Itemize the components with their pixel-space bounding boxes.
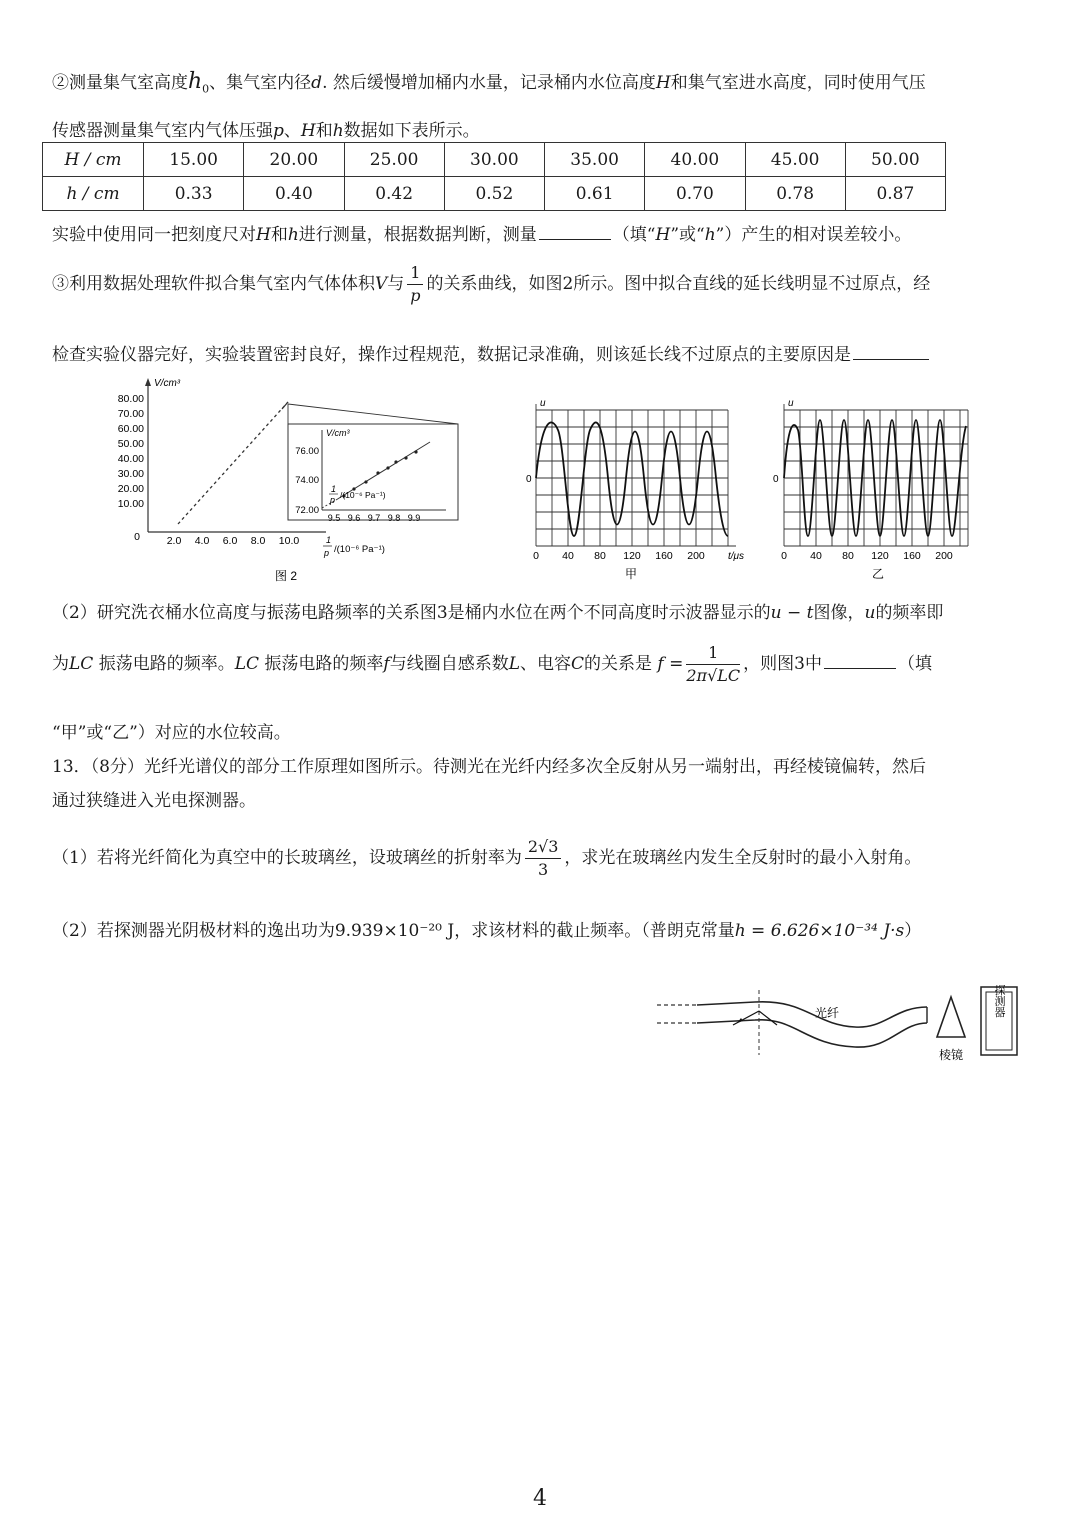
detector-label: 探测器	[993, 985, 1005, 1018]
frac-1-over-p: $\frac{1}{p}$	[407, 262, 423, 307]
table-cell: 30.00	[444, 143, 544, 177]
table-cell: 0.33	[144, 177, 244, 211]
inset-x-tick: 9.9	[407, 513, 421, 523]
svg-text:1: 1	[331, 484, 337, 494]
prism-icon	[937, 997, 965, 1037]
x-tick: 10.0	[278, 535, 300, 547]
fiber-spectrometer-figure	[655, 985, 1035, 1075]
q13-sub2: （2）若探测器光阴极材料的逸出功为9.939×10⁻²⁰ J，求该材料的截止频率。（普朗克常量h = 6.626×10⁻³⁴ J·s）	[52, 921, 922, 941]
x-axis-label: /(10⁻⁶ Pa⁻¹)	[334, 544, 385, 555]
fit-line-extension	[178, 402, 288, 524]
fit-line	[282, 402, 288, 409]
table-cell: 15.00	[144, 143, 244, 177]
prism-label: 棱镜	[938, 1048, 964, 1062]
answer-blank[interactable]	[824, 667, 896, 669]
table-cell: 0.70	[645, 177, 745, 211]
u-axis-label: u	[788, 398, 794, 409]
y-tick: 60.00	[117, 423, 144, 435]
y-tick: 50.00	[117, 438, 144, 450]
figure-caption: 图 2	[274, 569, 298, 583]
inset-y-tick: 74.00	[295, 475, 319, 486]
refractive-index-fraction: $\frac{2√3}{3}$	[525, 836, 562, 881]
x-tick: 6.0	[222, 535, 238, 547]
q12-sub2-line3: “甲”或“乙”）对应的水位较高。	[52, 723, 291, 743]
table-cell: 0.61	[545, 177, 645, 211]
figure-2	[96, 372, 468, 590]
inset-x-tick: 9.6	[347, 513, 361, 523]
step3-line1: ③利用数据处理软件拟合集气室内气体体积V与 $\frac{1}{p}$ 的关系曲线，如图2所示。图中拟合直线的延长线明显不过原点，经	[52, 263, 931, 305]
x-frac-den: p	[324, 548, 330, 558]
inset-y-tick: 76.00	[295, 446, 319, 457]
table-cell: 40.00	[645, 143, 745, 177]
table-cell: 35.00	[545, 143, 645, 177]
inset-y-tick: 72.00	[295, 505, 319, 516]
table-cell: 45.00	[745, 143, 845, 177]
x-tick: 4.0	[194, 535, 210, 547]
grid	[536, 404, 736, 546]
step2-line2: 传感器测量集气室内气体压强p、H和h数据如下表所示。	[52, 121, 480, 141]
zero-label: 0	[773, 474, 779, 485]
q13-line2: 通过狭缝进入光电探测器。	[52, 791, 256, 811]
x-tick: 80	[594, 550, 606, 562]
fiber-upper-edge	[697, 1002, 927, 1027]
x-tick: 200	[935, 550, 953, 562]
inset-x-tick: 9.5	[327, 513, 341, 523]
y-tick: 40.00	[117, 453, 144, 465]
origin-label: 0	[134, 531, 140, 543]
q13-line1: 13．（8分）光纤光谱仪的部分工作原理如图所示。待测光在光纤内经多次全反射从另一端射出，再经棱镜偏转，然后	[52, 757, 926, 777]
table-cell: 50.00	[845, 143, 945, 177]
x-tick: 120	[871, 550, 889, 562]
row-label-H: H / cm	[43, 143, 144, 177]
x-tick: 0	[533, 550, 539, 562]
x-tick: 120	[623, 550, 641, 562]
table-cell: 0.42	[344, 177, 444, 211]
table-cell: 0.40	[244, 177, 344, 211]
x-tick: 2.0	[166, 535, 182, 547]
x-tick: 80	[842, 550, 854, 562]
x-frac-num: 1	[326, 535, 332, 545]
inset-y-label: V/cm³	[326, 428, 350, 438]
x-tick: 40	[562, 550, 574, 562]
x-tick: 160	[903, 550, 921, 562]
table-cell: 20.00	[244, 143, 344, 177]
q13-sub1: （1）若将光纤简化为真空中的长玻璃丝，设玻璃丝的折射率为 $\frac{2√3}{3}$ ，求光在玻璃丝内发生全反射时的最小入射角。	[52, 837, 922, 879]
caption-yi: 乙	[871, 567, 885, 581]
y-tick: 20.00	[117, 483, 144, 495]
u-axis-label: u	[540, 398, 546, 409]
table-cell: 0.52	[444, 177, 544, 211]
svg-text:p: p	[330, 495, 336, 505]
inset-x-tick: 9.7	[367, 513, 381, 523]
oscilloscope-yi	[768, 396, 984, 588]
table-cell: 0.78	[745, 177, 845, 211]
lc-frequency-formula: $\frac{1}{2\pi√LC}$	[686, 643, 741, 685]
step3-line2: 检查实验仪器完好，实验装置密封良好，操作过程规范，数据记录准确，则该延长线不过原点的主要原因是	[52, 340, 931, 365]
page-number: 4	[533, 1486, 547, 1511]
h-data-table	[42, 142, 946, 211]
x-tick: 0	[781, 550, 787, 562]
table-row-H	[43, 143, 946, 177]
fiber-lower-edge	[697, 1020, 927, 1047]
step2-line1: ②测量集气室高度$h_0$、集气室内径d. 然后缓慢增加桶内水量，记录桶内水位高度H和集气室进水高度，同时使用气压	[52, 69, 926, 96]
y-tick: 70.00	[117, 408, 144, 420]
oscilloscope-jia	[518, 396, 758, 588]
row-label-h: h / cm	[43, 177, 144, 211]
fiber-label: 光纤	[815, 1006, 840, 1020]
table-row-h	[43, 177, 946, 211]
grid	[784, 404, 968, 546]
x-tick: 8.0	[250, 535, 266, 547]
x-tick: 40	[810, 550, 822, 562]
y-tick: 80.00	[117, 393, 144, 405]
y-axis-label: V/cm³	[154, 378, 181, 389]
zero-label: 0	[526, 474, 532, 485]
answer-blank[interactable]	[539, 238, 611, 240]
after-table-line: 实验中使用同一把刻度尺对H和h进行测量，根据数据判断，测量 （填“H”或“h”）产生的相对误差较小。	[52, 225, 912, 245]
x-tick: 160	[655, 550, 673, 562]
inset-x-axis-label: /(10⁻⁶ Pa⁻¹)	[340, 490, 386, 500]
x-tick: 200	[687, 550, 705, 562]
table-cell: 25.00	[344, 143, 444, 177]
inset-x-tick: 9.8	[387, 513, 401, 523]
y-tick: 10.00	[117, 498, 144, 510]
q12-sub2-line2: 为LC 振荡电路的频率。LC 振荡电路的频率f与线圈自感系数L、电容C的关系是 f = $\frac{1}{2\pi√LC}$ ，则图3中 （填	[52, 643, 932, 685]
caption-jia: 甲	[624, 567, 638, 581]
table-cell: 0.87	[845, 177, 945, 211]
t-axis-label: t/μs	[728, 551, 745, 562]
y-tick: 30.00	[117, 468, 144, 480]
answer-blank[interactable]	[853, 358, 929, 360]
q12-sub2-line1: （2）研究洗衣桶水位高度与振荡电路频率的关系图3是桶内水位在两个不同高度时示波器显示的u − t图像，u的频率即	[52, 603, 944, 623]
